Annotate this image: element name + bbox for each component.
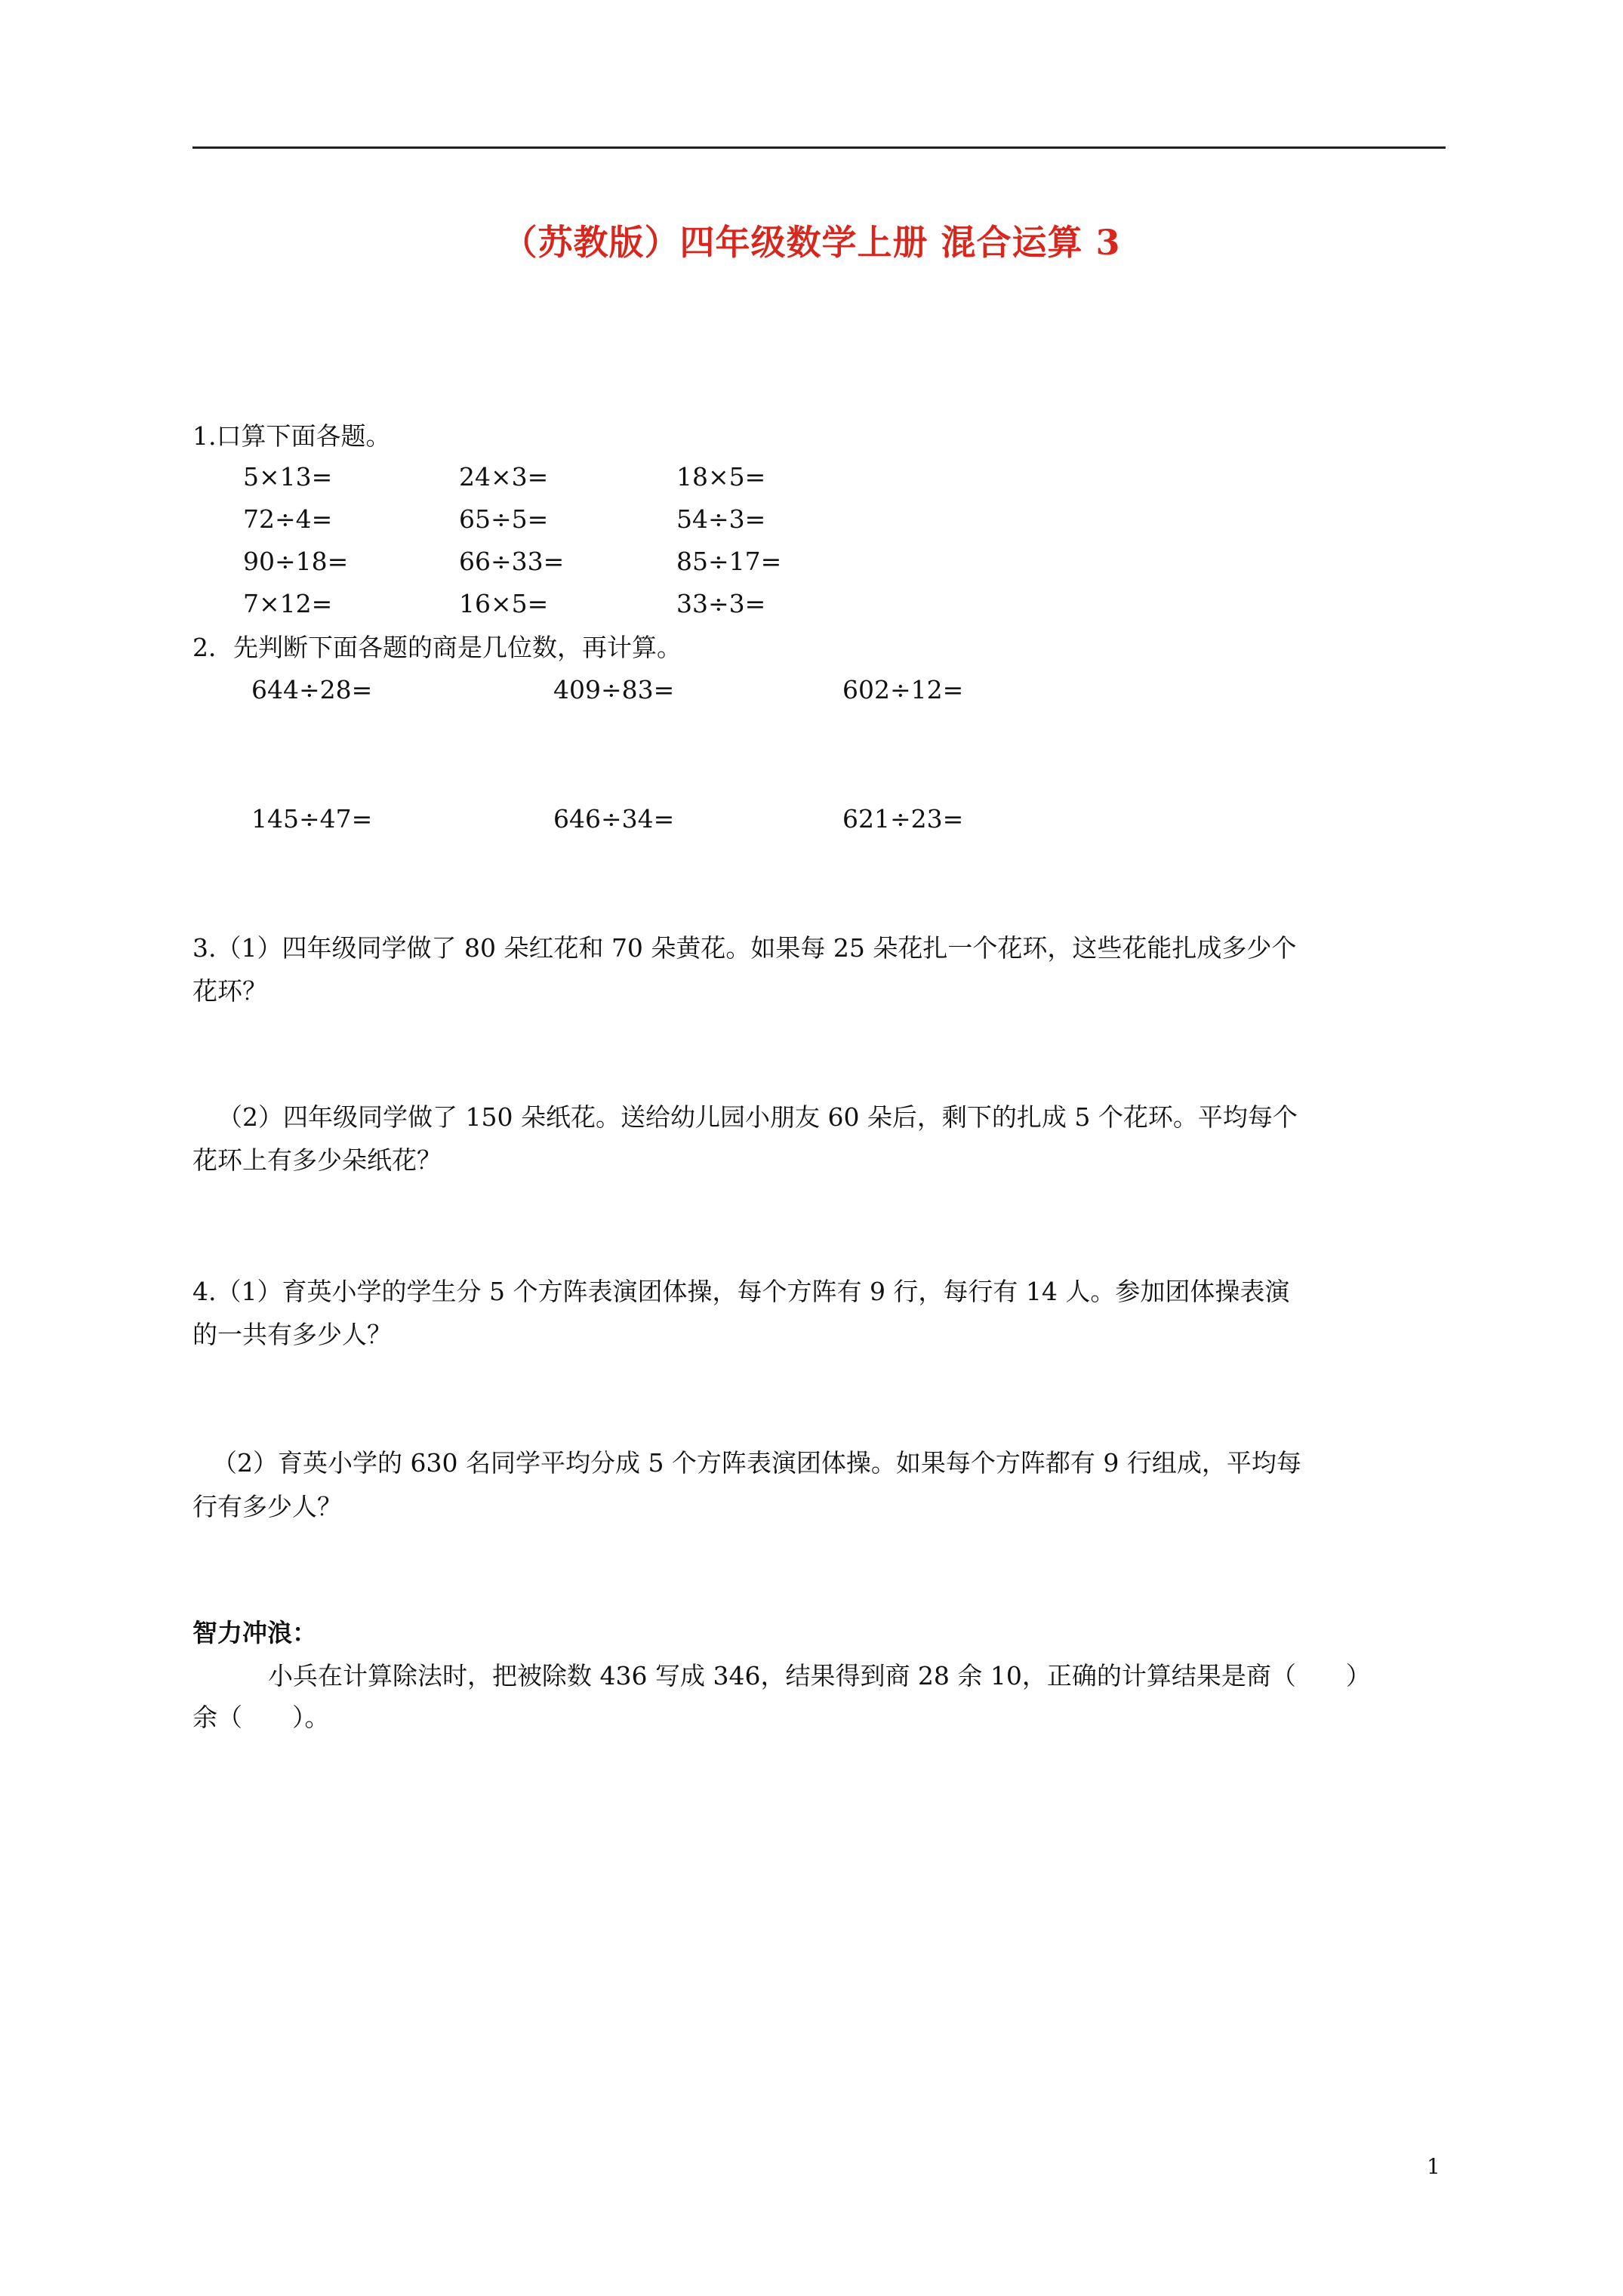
q3-part2-line1: （2）四年级同学做了 150 朵纸花。送给幼儿园小朋友 60 朵后，剩下的扎成 5 个花环。平均每个 — [217, 1102, 1298, 1132]
q1-item: 16×5= — [459, 589, 549, 618]
q1-item: 66÷33= — [459, 547, 565, 576]
q1-item: 5×13= — [243, 462, 333, 492]
q3-part1-line2: 花环？ — [192, 976, 267, 1006]
q1-item: 33÷3= — [676, 589, 766, 618]
q4-part1-line2: 的一共有多少人？ — [192, 1320, 392, 1349]
q4-part1-line1: 4.（1）育英小学的学生分 5 个方阵表演团体操，每个方阵有 9 行，每行有 14 人。参加团体操表演 — [192, 1277, 1290, 1306]
q1-item: 72÷4= — [243, 504, 333, 534]
q2-item: 145÷47= — [251, 804, 373, 834]
q1-heading: 1.口算下面各题。 — [192, 421, 391, 451]
bonus-line2: 余（ ）。 — [192, 1703, 330, 1732]
q2-item: 644÷28= — [251, 675, 373, 704]
q1-item: 85÷17= — [676, 547, 782, 576]
bonus-heading: 智力冲浪： — [192, 1618, 317, 1647]
bonus-line1: 小兵在计算除法时，把被除数 436 写成 346，结果得到商 28 余 10，正确的计算结果是商（ ） — [268, 1661, 1371, 1690]
q3-part1-line1: 3.（1）四年级同学做了 80 朵红花和 70 朵黄花。如果每 25 朵花扎一个花环，这些花能扎成多少个 — [192, 933, 1297, 963]
q2-item: 646÷34= — [553, 804, 675, 834]
q1-item: 65÷5= — [459, 504, 549, 534]
header-rule — [192, 146, 1446, 149]
q2-item: 409÷83= — [553, 675, 675, 704]
q1-item: 54÷3= — [676, 504, 766, 534]
q1-item: 7×12= — [243, 589, 333, 618]
q1-item: 24×3= — [459, 462, 549, 492]
page-number: 1 — [1427, 2154, 1440, 2179]
q4-part2-line2: 行有多少人？ — [192, 1492, 342, 1521]
q2-item: 621÷23= — [842, 804, 964, 834]
page-title: （苏教版）四年级数学上册 混合运算 3 — [502, 222, 1121, 263]
q1-item: 18×5= — [676, 462, 766, 492]
q1-item: 90÷18= — [243, 547, 349, 576]
q3-part2-line2: 花环上有多少朵纸花？ — [192, 1145, 442, 1175]
q2-item: 602÷12= — [842, 675, 964, 704]
q2-heading: 2．先判断下面各题的商是几位数，再计算。 — [192, 633, 682, 662]
q4-part2-line1: （2）育英小学的 630 名同学平均分成 5 个方阵表演团体操。如果每个方阵都有 9 行组成，平均每 — [212, 1448, 1301, 1478]
